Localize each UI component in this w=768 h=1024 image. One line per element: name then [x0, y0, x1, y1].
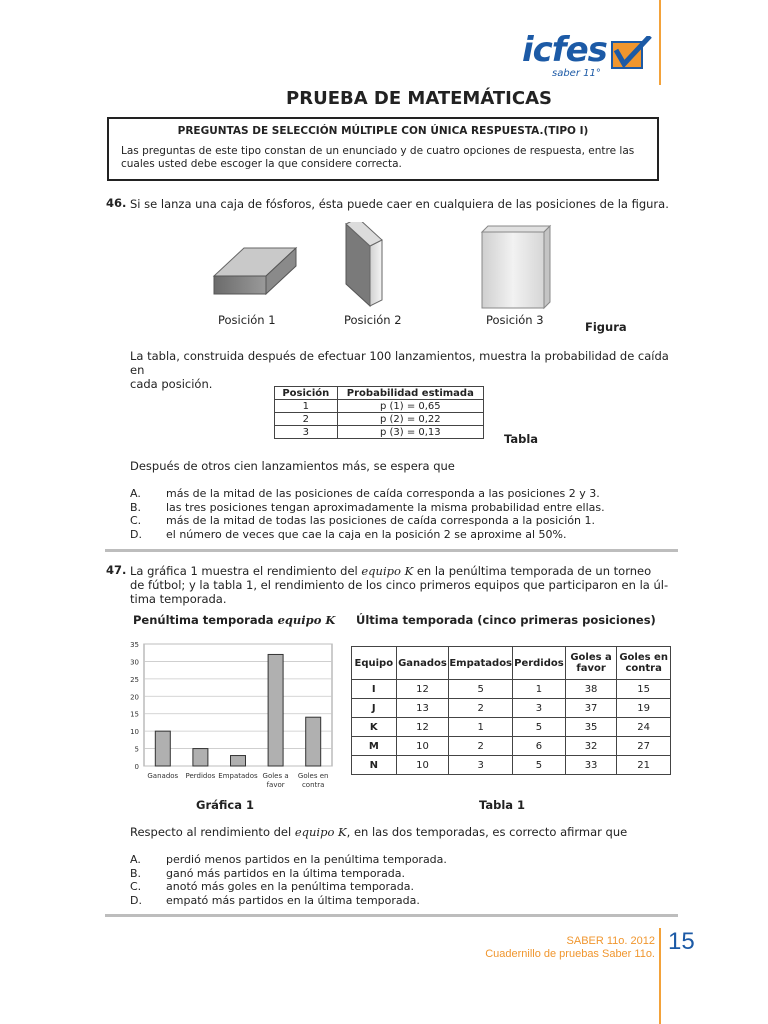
y-tick-label: 15 — [130, 710, 139, 719]
instructions-box — [107, 117, 659, 181]
figure-label: Figura — [585, 320, 627, 334]
table-intro-line: cada posición. — [130, 377, 213, 391]
y-tick-label: 0 — [134, 763, 139, 771]
x-tick-label: Empatados — [218, 772, 258, 780]
answer-option[interactable]: B. ganó más partidos en la última temporada. — [130, 866, 406, 880]
matchbox-position-2 — [346, 222, 382, 306]
question-47-prompt: Respecto al rendimiento del equipo K, en las dos temporadas, es correcto afirmar que — [130, 825, 628, 839]
table-row — [352, 737, 671, 756]
table-cell: 2 — [275, 413, 338, 426]
table-header-cell: Goles a favor — [565, 647, 616, 680]
table-label: Tabla — [504, 432, 539, 446]
answer-option[interactable]: C. más de la mitad de todas las posiciones de caída corresponda a la posición 1. — [130, 514, 596, 527]
x-tick-label: contra — [301, 781, 325, 789]
table-cell: 37 — [565, 699, 616, 718]
table-intro — [130, 349, 675, 391]
bar — [306, 717, 321, 766]
table-cell: I — [352, 680, 397, 699]
team-table-title: Última temporada (cinco primeras posiciones) — [356, 613, 656, 627]
question-46-prompt: Después de otros cien lanzamientos más, se espera que — [130, 459, 455, 473]
table-cell: p (2) = 0,22 — [337, 413, 483, 426]
y-tick-label: 10 — [130, 728, 139, 737]
x-tick-label: Goles en — [297, 772, 329, 780]
probability-table — [274, 386, 484, 439]
check-mark-icon — [610, 36, 654, 70]
icfes-logo — [520, 30, 650, 80]
table-cell: 1 — [513, 680, 566, 699]
x-tick-label: Ganados — [147, 772, 179, 780]
x-tick-label: Goles a — [262, 772, 289, 780]
table-cell: 2 — [449, 699, 513, 718]
plot-area — [144, 644, 332, 766]
table-cell: 10 — [396, 756, 449, 775]
table-cell: 3 — [513, 699, 566, 718]
table-cell: 3 — [275, 426, 338, 439]
table-cell: 5 — [449, 680, 513, 699]
bar-chart — [124, 638, 338, 798]
table-header-cell: Perdidos — [513, 647, 566, 680]
table-cell: 15 — [617, 680, 671, 699]
answer-option[interactable]: D. el número de veces que cae la caja en la posición 2 se aproxime al 50%. — [130, 527, 567, 541]
footer-line-2: Cuadernillo de pruebas Saber 11o. — [485, 948, 655, 960]
table-row — [275, 400, 484, 413]
answer-option[interactable]: A. más de la mitad de las posiciones de caída corresponda a las posiciones 2 y 3. — [130, 487, 600, 500]
table-header-cell: Empatados — [449, 647, 513, 680]
question-46-text: Si se lanza una caja de fósforos, ésta puede caer en cualquiera de las posiciones de la figura. — [130, 197, 669, 211]
table-cell: p (3) = 0,13 — [337, 426, 483, 439]
table-cell: 6 — [513, 737, 566, 756]
matchbox-figure — [200, 222, 560, 312]
team-table-caption: Tabla 1 — [479, 798, 526, 812]
table-header-cell: Goles en contra — [617, 647, 671, 680]
answer-option[interactable]: D. empató más partidos en la última temporada. — [130, 893, 420, 907]
position-3-label: Posición 3 — [486, 313, 544, 327]
answer-option[interactable]: C. anotó más goles en la penúltima temporada. — [130, 880, 415, 893]
table-row — [352, 718, 671, 737]
table-cell: 1 — [275, 400, 338, 413]
table-cell: N — [352, 756, 397, 775]
page-number: 15 — [668, 928, 695, 955]
table-header-cell: Ganados — [396, 647, 449, 680]
x-tick-label: Perdidos — [185, 772, 216, 780]
table-cell: K — [352, 718, 397, 737]
bar — [231, 756, 246, 766]
table-cell: 2 — [449, 737, 513, 756]
question-47-number: 47. — [106, 563, 127, 577]
y-tick-label: 5 — [134, 745, 139, 754]
bar — [155, 731, 170, 766]
table-header-row — [352, 647, 671, 680]
table-intro-line: La tabla, construida después de efectuar 100 lanzamientos, muestra la probabilidad de caída en — [130, 349, 669, 377]
table-cell: 13 — [396, 699, 449, 718]
table-row — [352, 699, 671, 718]
instructions-text — [121, 145, 645, 171]
table-cell: 35 — [565, 718, 616, 737]
table-cell: 12 — [396, 680, 449, 699]
y-tick-label: 35 — [130, 641, 139, 649]
table-cell: p (1) = 0,65 — [337, 400, 483, 413]
answer-option[interactable]: A. perdió menos partidos en la penúltima temporada. — [130, 853, 447, 866]
position-1-label: Posición 1 — [218, 313, 276, 327]
table-cell: 3 — [449, 756, 513, 775]
question-separator — [105, 914, 678, 917]
table-cell: 5 — [513, 756, 566, 775]
question-47-line: de fútbol; y la tabla 1, el rendimiento de los cinco primeros equipos que participaron en la úl- — [130, 578, 669, 592]
chart-title: Penúltima temporada equipo K — [133, 613, 336, 627]
table-cell: 10 — [396, 737, 449, 756]
logo-brand-text: icfes — [522, 30, 607, 70]
bar — [193, 749, 208, 766]
table-cell: 32 — [565, 737, 616, 756]
table-header-cell: Equipo — [352, 647, 397, 680]
question-47-line: La gráfica 1 muestra el rendimiento del equipo K en la penúltima temporada de un torneo — [130, 564, 652, 578]
question-separator — [105, 549, 678, 552]
footer-divider-line — [659, 928, 661, 1024]
footer-line-1: SABER 11o. 2012 — [566, 935, 655, 947]
table-row — [275, 426, 484, 439]
logo-sub-text: saber 11° — [552, 68, 601, 79]
matchbox-position-3 — [482, 226, 550, 308]
table-row — [352, 680, 671, 699]
instructions-heading: PREGUNTAS DE SELECCIÓN MÚLTIPLE CON ÚNICA RESPUESTA.(TIPO I) — [177, 125, 589, 137]
table-row — [352, 756, 671, 775]
table-cell: 27 — [617, 737, 671, 756]
y-tick-label: 25 — [130, 675, 139, 684]
table-row — [275, 413, 484, 426]
table-cell: 12 — [396, 718, 449, 737]
table-cell: 33 — [565, 756, 616, 775]
table-header-cell: Posición — [275, 387, 338, 400]
question-46-options — [130, 487, 670, 541]
position-2-label: Posición 2 — [344, 313, 402, 327]
instructions-line: cuales usted debe escoger la que considere correcta. — [121, 158, 402, 170]
question-47-line: tima temporada. — [130, 592, 227, 606]
table-cell: 24 — [617, 718, 671, 737]
table-header-row — [275, 387, 484, 400]
answer-option[interactable]: B. las tres posiciones tengan aproximadamente la misma probabilidad entre ellas. — [130, 500, 605, 514]
question-47-options — [130, 853, 670, 907]
team-table — [351, 646, 671, 775]
table-cell: 21 — [617, 756, 671, 775]
table-cell: 38 — [565, 680, 616, 699]
question-46-number: 46. — [106, 196, 127, 210]
header-divider-line — [659, 0, 661, 85]
table-cell: J — [352, 699, 397, 718]
table-cell: 1 — [449, 718, 513, 737]
matchbox-position-1 — [214, 248, 296, 294]
table-cell: 5 — [513, 718, 566, 737]
chart-caption: Gráfica 1 — [196, 798, 254, 812]
table-cell: M — [352, 737, 397, 756]
page-title: PRUEBA DE MATEMÁTICAS — [286, 88, 552, 109]
question-47-text — [130, 564, 675, 606]
instructions-line: Las preguntas de este tipo constan de un enunciado y de cuatro opciones de respuesta, entre las — [121, 145, 635, 157]
table-header-cell: Probabilidad estimada — [337, 387, 483, 400]
bar — [268, 654, 283, 766]
y-tick-label: 30 — [130, 658, 139, 667]
y-tick-label: 20 — [130, 693, 139, 702]
x-tick-label: favor — [266, 781, 285, 789]
table-cell: 19 — [617, 699, 671, 718]
